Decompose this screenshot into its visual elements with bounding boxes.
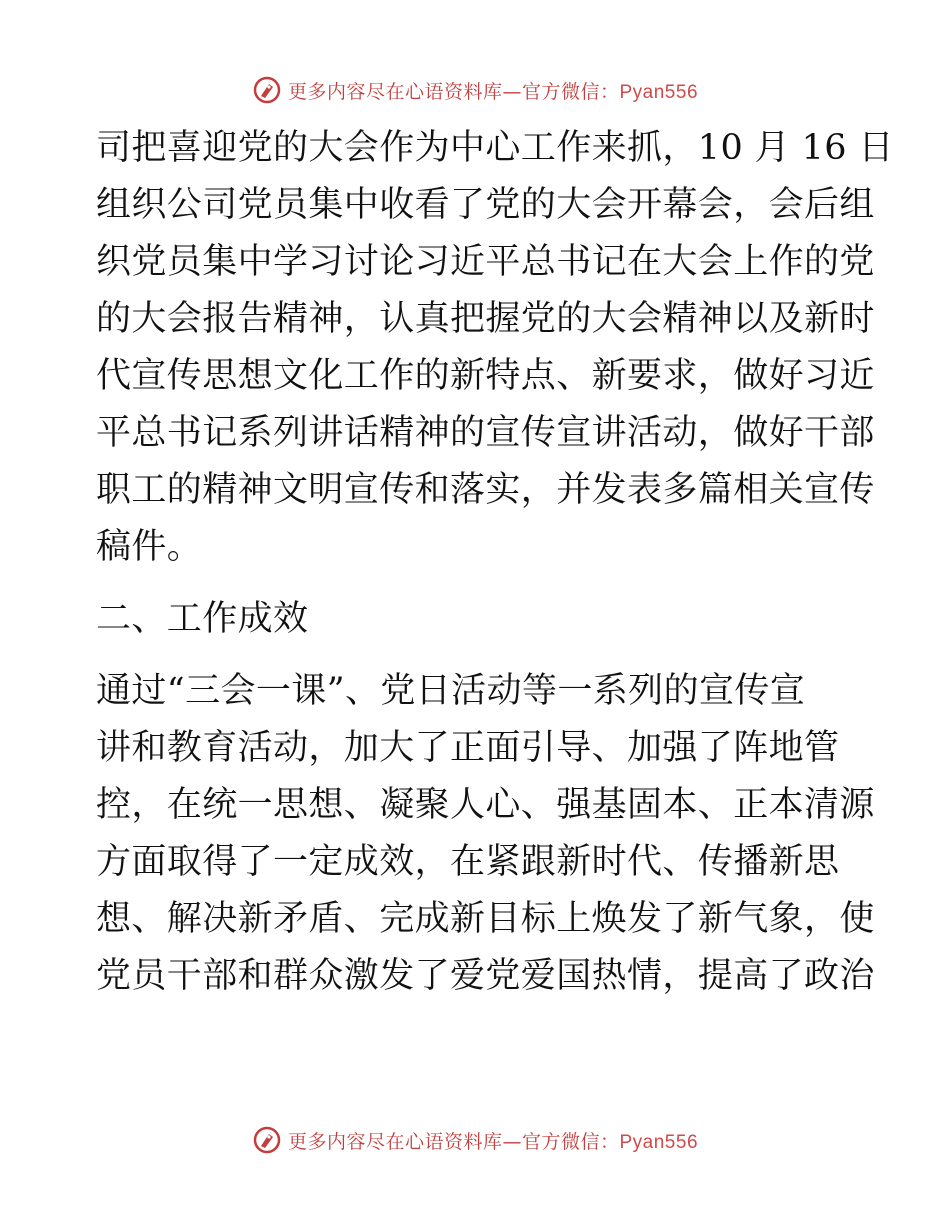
- header-banner-text: [288, 77, 698, 104]
- footer-banner: [0, 1120, 950, 1160]
- text-line: 党员干部和群众激发了爱党爱国热情，提高了政治: [96, 956, 875, 996]
- document-body: [96, 120, 894, 1005]
- text-line: 方面取得了一定成效，在紧跟新时代、传播新思: [96, 842, 840, 882]
- text-line: 稿件。: [96, 527, 203, 567]
- header-banner: [0, 70, 950, 110]
- footer-banner-id: Pyan556: [619, 1131, 699, 1153]
- text-line: 想、解决新矛盾、完成新目标上焕发了新气象，使: [96, 899, 875, 939]
- header-banner-id: Pyan556: [619, 81, 699, 103]
- pen-nib-logo-icon: [252, 75, 282, 105]
- text-line: 司把喜迎党的大会作为中心工作来抓，10 月 16 日: [96, 128, 894, 168]
- paragraph-2: [96, 663, 875, 1005]
- text-line: 平总书记系列讲话精神的宣传宣讲活动，做好干部: [96, 413, 875, 453]
- paragraph-gap: [96, 576, 856, 591]
- text-line: 通过“三会一课”、党日活动等一系列的宣传宣: [96, 671, 806, 711]
- footer-banner-cn: 更多内容尽在心语资料库—官方微信：: [287, 1130, 620, 1153]
- paragraph-1: [96, 120, 894, 576]
- text-line: 讲和教育活动，加大了正面引导、加强了阵地管: [96, 728, 840, 768]
- paragraph-gap: [96, 648, 856, 663]
- text-line: 控，在统一思想、凝聚人心、强基固本、正本清源: [96, 785, 875, 825]
- text-line: 组织公司党员集中收看了党的大会开幕会，会后组: [96, 185, 875, 225]
- header-banner-cn: 更多内容尽在心语资料库—官方微信：: [287, 80, 620, 103]
- footer-banner-text: [288, 1127, 698, 1154]
- section-heading: 二、工作成效: [96, 599, 309, 639]
- text-line: 织党员集中学习讨论习近平总书记在大会上作的党: [96, 242, 875, 282]
- text-line: 的大会报告精神，认真把握党的大会精神以及新时: [96, 299, 875, 339]
- text-line: 代宣传思想文化工作的新特点、新要求，做好习近: [96, 356, 875, 396]
- pen-nib-logo-icon: [252, 1125, 282, 1155]
- text-line: 职工的精神文明宣传和落实，并发表多篇相关宣传: [96, 470, 875, 510]
